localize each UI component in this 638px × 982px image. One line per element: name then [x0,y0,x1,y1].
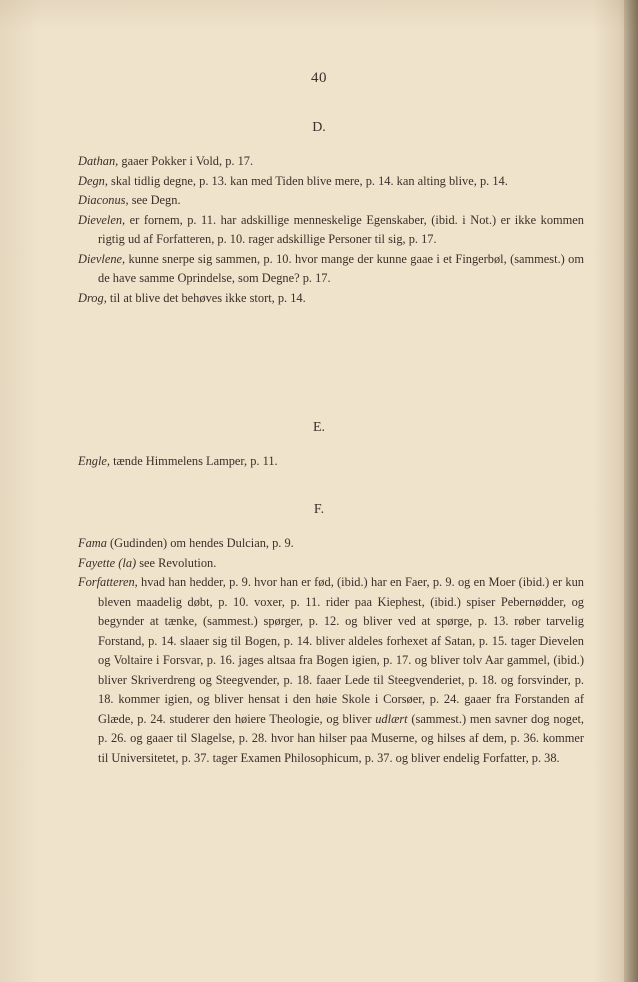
index-entry-engle [78,452,584,472]
entry-body: see Revolution. [136,555,217,570]
entry-body: (Gudinden) om hendes Dulcian, p. 9. [106,536,294,550]
entry-head: Degn, [78,173,108,188]
entry-body: til at blive det behøves ikke stort, p. 14. [106,290,306,305]
entry-head: Dathan, [78,154,119,168]
entry-body: see Degn. [128,193,181,207]
index-entry-drog [78,289,584,309]
page-number: 40 [311,70,327,86]
entry-head: Drog, [78,290,107,305]
index-entry-fama [78,534,584,554]
entry-body: kunne snerpe sig sammen, p. 10. hvor mange der kunne gaae i et Fingerbøl, (sammest.) om de have samme Oprindelse, som Degne? p. 17. [98,251,584,285]
section-heading-f: F. [313,502,325,517]
entry-head: Fama [78,536,107,550]
entry-head: Dievelen, [78,212,126,227]
entry-head: Diaconus, [78,193,129,207]
index-entry-fayette [78,554,584,574]
entry-head: Dievlene, [78,251,126,266]
entry-head: Fayette (la) [78,555,137,570]
entry-body-italic: udlært [375,711,408,726]
section-heading-d: D. [312,120,326,135]
section-f-entries [78,534,584,768]
page-edge-shadow [624,0,638,982]
entry-body: er fornem, p. 11. har adskillige menneskelige Egenskaber, (ibid. i Not.) er ikke kommen rigtig ud af Forfatteren, p. 10. rager adskillige Personer til sig, p. 17. [98,212,584,246]
entry-body: gaaer Pokker i Vold, p. 17. [118,154,254,168]
index-entry-dievlene [78,250,584,289]
index-entry-degn [78,172,584,192]
index-entry-diaconus [78,191,584,211]
entry-body-continued: (sammest.) men savner dog noget, p. 26. og gaaer til Slagelse, p. 28. hvor han hilser paa Muserne, og hilses af dem, p. 36. kommer til Universitetet, p. 37. tager Examen Philosophicum, p. 37. og bliver endelig Forfatter, p. 38. [98,711,585,765]
entry-body: hvad han hedder, p. 9. hvor han er fød, (ibid.) har en Faer, p. 9. og en Moer (ibid.) er kun bleven maadelig døbt, p. 10. voxer, p. 11. rider paa Kiephest, (ibid.) spiser Pebernødder, og begynder at tænke, (sammest.) spørger, p. 12. og bliver ved at spørge, p. 13. røber tarvelig Forstand, p. 14. slaaer sig til Bogen, p. 14. bliver aldeles forhexet af Satan, p. 15. tager Dievelen og Voltaire i Forsvar, p. 16. jages altsaa fra Bogen igien, p. 17. og bliver tolv Aar gammel, (ibid.) bliver Skriverdreng og Steegvender, p. 18. faaer Lede til Steegvenderiet, p. 18. og forsvinder, p. 18. kommer igien, og bliver hensat i den høie Skole i Corsøer, p. 24. gaaer fra Forstanden af Glæde, p. 24. studerer den høiere Theologie, og bliver [98,575,584,726]
entry-head: Forfatteren, [78,575,138,589]
index-entry-forfatteren [78,573,584,768]
entry-body: tænde Himmelens Lamper, p. 11. [110,454,278,468]
entry-body: skal tidlig degne, p. 13. kan med Tiden blive mere, p. 14. kan alting blive, p. 14. [107,173,508,188]
index-entry-dievelen [78,211,584,250]
section-e-entries [78,452,584,472]
section-heading-e: E. [312,420,326,435]
entry-head: Engle, [78,454,110,468]
section-d-entries [78,152,584,308]
index-entry-dathan [78,152,584,172]
